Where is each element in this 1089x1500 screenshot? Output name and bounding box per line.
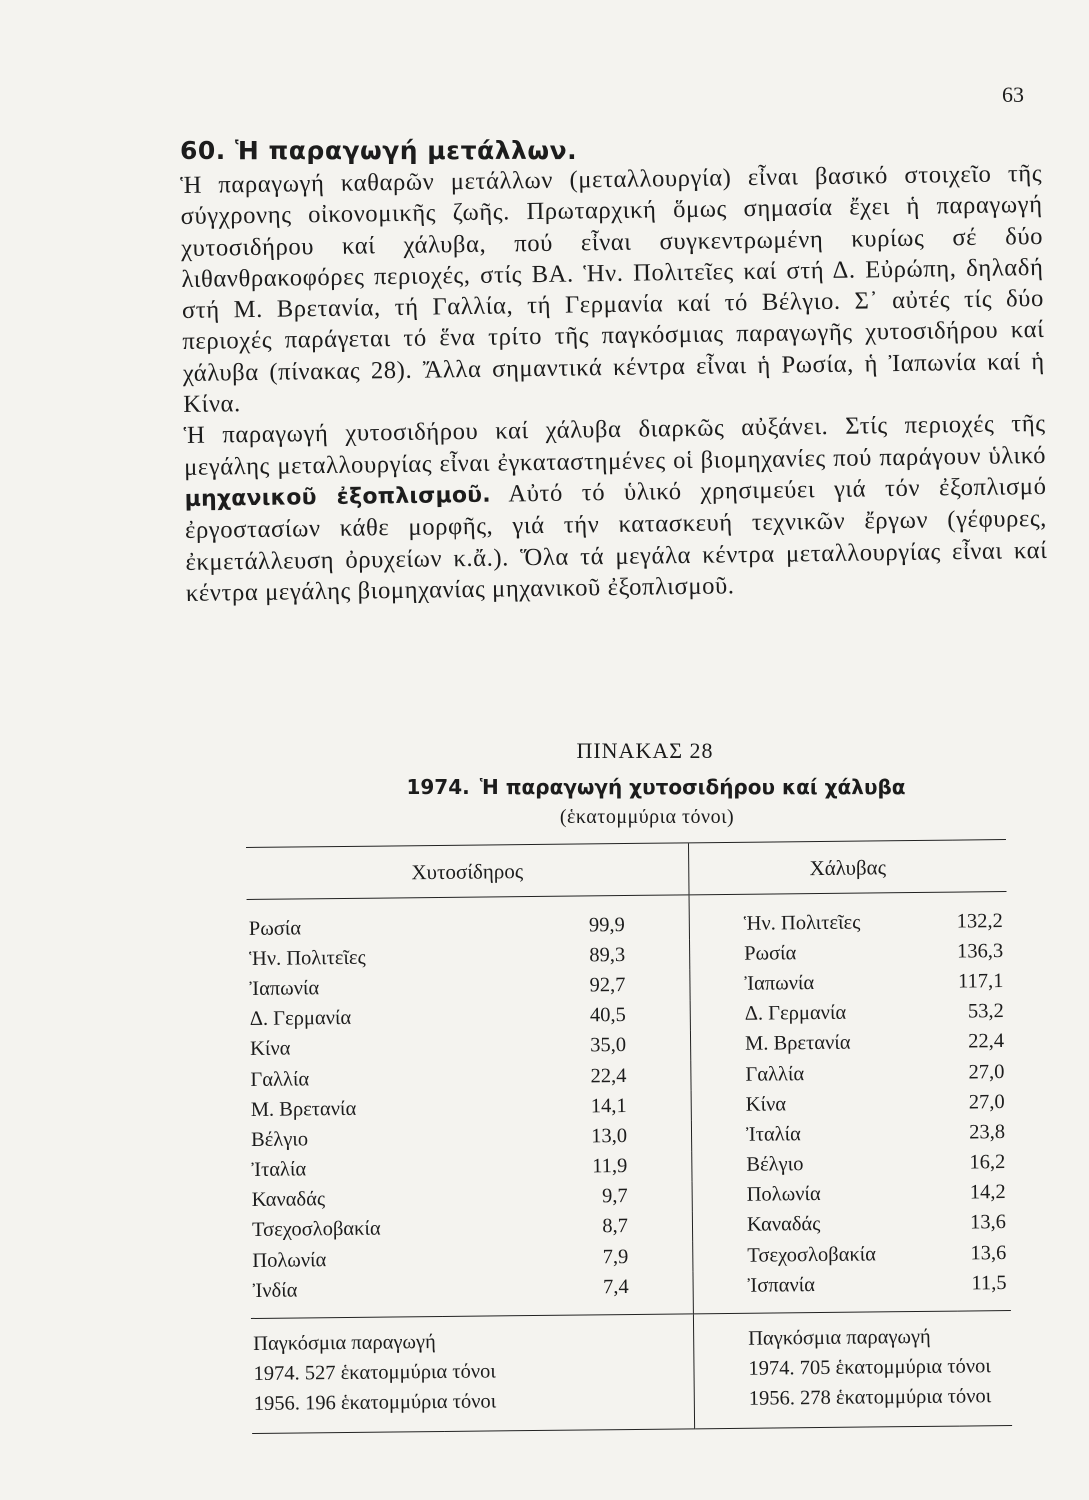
- right-value: 117,1: [957, 970, 1004, 993]
- left-country: Βέλγιο: [250, 1128, 309, 1151]
- totals-row: [251, 1311, 1012, 1434]
- right-country: Καναδάς: [692, 1208, 957, 1241]
- paragraph-2-before: Ἡ παραγωγή χυτοσιδήρου καί χάλυβα διαρκῶς αὐξάνει. Στίς περιοχές τῆς μεγάλης μεταλλουργίας εἶναι ἐγκαταστημένες οἱ βιομηχανίες πού παράγουν ὑλικό: [183, 410, 1047, 481]
- left-country: Μ. Βρετανία: [250, 1097, 357, 1121]
- col-header-steel: Χάλυβας: [688, 840, 1006, 895]
- right-value: 11,5: [971, 1271, 1007, 1295]
- left-country: Δ. Γερμανία: [249, 1007, 352, 1031]
- section-title: 60. Ἡ παραγωγή μετάλλων.: [180, 136, 578, 165]
- right-country: Κίνα: [691, 1088, 956, 1121]
- left-country: Πολωνία: [252, 1248, 327, 1272]
- right-value: 27,0: [968, 1060, 1005, 1083]
- right-country: Βέλγιο: [692, 1148, 957, 1181]
- left-value: 89,3: [589, 943, 626, 967]
- right-country: Ρωσία: [689, 937, 954, 970]
- left-country: Ἰνδία: [252, 1279, 298, 1302]
- left-value: 35,0: [590, 1034, 627, 1057]
- left-value: 13,0: [591, 1124, 628, 1148]
- right-country: Μ. Βρετανία: [690, 1027, 955, 1060]
- left-country: Ἡν. Πολιτεῖες: [249, 946, 366, 970]
- left-country: Καναδάς: [251, 1188, 326, 1212]
- right-country: Ἰαπωνία: [690, 967, 955, 1000]
- table-row: [247, 892, 1007, 945]
- page-number: 63: [1002, 82, 1024, 107]
- right-country: Δ. Γερμανία: [690, 997, 955, 1030]
- paragraph-2: [183, 408, 1048, 609]
- table-header-row: [246, 840, 1007, 900]
- left-value: 11,9: [592, 1155, 628, 1178]
- table-title: [286, 774, 1026, 800]
- right-value: 136,3: [956, 939, 1004, 963]
- left-value: 22,4: [590, 1064, 627, 1087]
- left-country: Ρωσία: [248, 917, 302, 940]
- table-units: (ἑκατομμύρια τόνοι): [559, 806, 735, 828]
- right-value: 132,2: [956, 909, 1003, 933]
- totals-left-label: Παγκόσμια παραγωγή: [253, 1331, 436, 1356]
- left-value: 99,9: [588, 913, 625, 937]
- body-text: [180, 158, 1048, 609]
- totals-right-1956: 1956. 278 ἑκατομμύρια τόνοι: [748, 1385, 992, 1411]
- table-title-text: Ἡ παραγωγή χυτοσιδήρου καί χάλυβα: [479, 775, 906, 799]
- table-year: 1974.: [406, 775, 470, 799]
- left-value: 40,5: [589, 1004, 626, 1027]
- production-table: [246, 839, 1012, 1434]
- paragraph-2-bold: μηχανικοῦ ἐξοπλισμοῦ.: [184, 482, 491, 512]
- right-country: Ἡν. Πολιτεῖες: [689, 892, 954, 939]
- right-country: Ἰσπανία: [693, 1269, 958, 1314]
- paragraph-1: [180, 158, 1045, 420]
- right-value: 27,0: [968, 1090, 1005, 1114]
- left-country: Ἰταλία: [251, 1158, 307, 1182]
- right-value: 13,6: [969, 1211, 1007, 1234]
- table-label: ΠΙΝΑΚΑΣ 28: [576, 738, 714, 763]
- right-value: 22,4: [968, 1030, 1005, 1053]
- left-country: Τσεχοσλοβακία: [251, 1218, 381, 1242]
- right-value: 53,2: [967, 1000, 1004, 1023]
- left-value: 7,4: [602, 1275, 629, 1299]
- right-country: Γαλλία: [691, 1058, 956, 1091]
- table-block: [246, 738, 1026, 1434]
- totals-left: [251, 1314, 695, 1434]
- table-body: [247, 892, 1011, 1319]
- right-value: 14,2: [969, 1181, 1006, 1204]
- col-header-cast-iron: Χυτοσίδηρος: [246, 843, 689, 900]
- right-country: Πολωνία: [692, 1178, 957, 1211]
- left-value: 8,7: [602, 1215, 629, 1238]
- right-value: 13,6: [970, 1241, 1007, 1265]
- paragraph-1-text: Ἡ παραγωγή καθαρῶν μετάλλων (μεταλλουργία) εἶναι βασικό στοιχεῖο τῆς σύγχρονης οἰκονομικῆς ζωῆς. Πρωταρχική ὅμως σημασία ἔχει ἡ παραγωγή χυτοσιδήρου καί χάλυβα, πού εἶναι συγκεντρωμένη κυρίως σέ δύο λιθανθρακοφόρες περιοχές, στίς ΒΑ. Ἡν. Πολιτεῖες καί στή Δ. Εὐρώπη, δηλαδή στή Μ. Βρετανία, τή Γαλλία, τή Γερμανία καί τό Βέλγιο. Σ᾿ αὐτές τίς δύο περιοχές παράγεται τό ἕνα τρίτο τῆς παγκόσμιας παραγωγῆς χυτοσιδήρου καί χάλυβα (πίνακας 28). Ἄλλα σημαντικά κέντρα εἶναι ἡ Ρωσία, ἡ Ἰαπωνία καί ἡ Κίνα.: [180, 159, 1045, 419]
- left-country: Ἰαπωνία: [249, 977, 320, 1000]
- totals-right-label: Παγκόσμια παραγωγή: [748, 1326, 931, 1351]
- right-country: Τσεχοσλοβακία: [693, 1239, 958, 1272]
- left-value: 9,7: [601, 1185, 628, 1208]
- totals-right: [693, 1311, 1012, 1429]
- left-country: Κίνα: [250, 1037, 291, 1061]
- right-value: 16,2: [969, 1151, 1006, 1174]
- right-country: Ἰταλία: [691, 1118, 956, 1151]
- totals-left-1974: 1974. 527 ἑκατομμύρια τόνοι: [253, 1360, 497, 1386]
- left-country: Γαλλία: [250, 1067, 310, 1091]
- totals-left-1956: 1956. 196 ἑκατομμύρια τόνοι: [253, 1390, 497, 1416]
- left-value: 14,1: [590, 1094, 627, 1118]
- right-value: 23,8: [969, 1120, 1006, 1144]
- paragraph-2-after: Αὐτό τό ὑλικό χρησιμεύει γιά τόν ἐξοπλισμό ἐργοστασίων κάθε μορφῆς, γιά τήν κατασκευή τεχνικῶν ἔργων (γέφυρες, ἐκμετάλλευση ὀρυχείων κ.ἄ.). Ὅλα τά μεγάλα κέντρα μεταλλουργίας εἶναι καί κέντρα μεγάλης βιομηχανίας μηχανικοῦ ἐξοπλισμοῦ.: [184, 472, 1048, 607]
- left-value: 7,9: [602, 1245, 629, 1268]
- left-value: 92,7: [589, 974, 626, 997]
- totals-right-1974: 1974. 705 ἑκατομμύρια τόνοι: [748, 1355, 991, 1381]
